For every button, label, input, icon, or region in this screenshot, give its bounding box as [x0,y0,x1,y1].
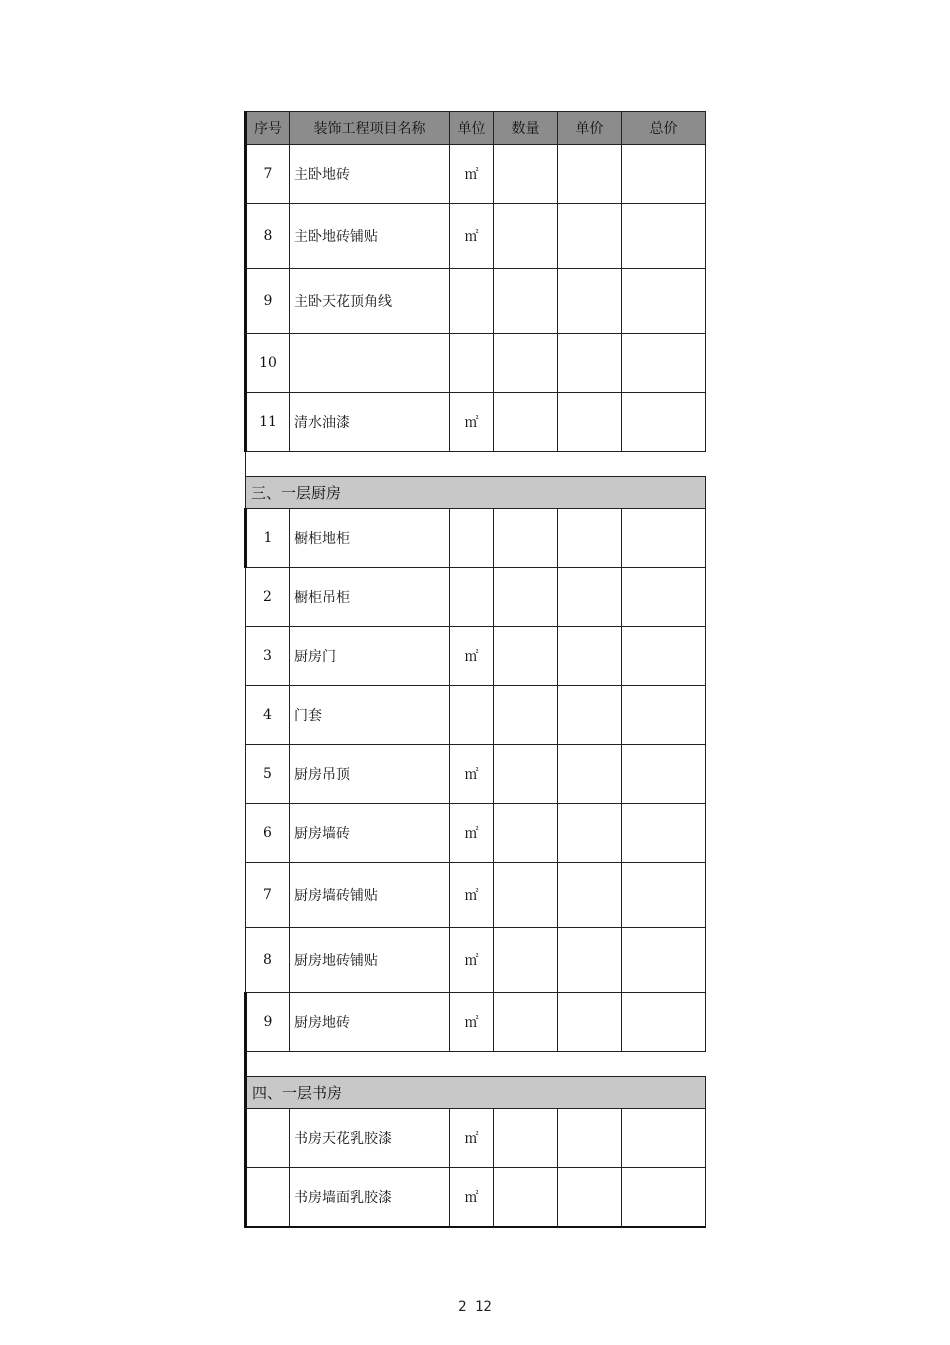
header-unit-price: 单价 [558,112,622,145]
row-total [622,509,706,568]
table-row [246,145,706,204]
page-footer: 2 12 [458,1299,492,1315]
row-total [622,204,706,269]
row-quantity [494,804,558,863]
table-row [246,1168,706,1228]
row-unit-price [558,568,622,627]
row-name: 橱柜吊柜 [290,568,450,627]
table-row [246,269,706,334]
row-quantity [494,204,558,269]
row-quantity [494,863,558,928]
row-total [622,863,706,928]
row-quantity [494,334,558,393]
section-row [246,477,706,509]
row-total [622,993,706,1052]
table-row [246,393,706,452]
row-quantity [494,686,558,745]
row-quantity [494,145,558,204]
row-name: 厨房吊顶 [290,745,450,804]
table-row [246,627,706,686]
header-unit: 单位 [450,112,494,145]
row-name: 主卧天花顶角线 [290,269,450,334]
blank-row [246,452,706,477]
row-total [622,1168,706,1228]
section-row [246,1077,706,1109]
table-row [246,686,706,745]
row-total [622,627,706,686]
table-row [246,509,706,568]
row-no: 11 [246,393,290,452]
section-title-kitchen: 三、一层厨房 [246,477,706,509]
row-total [622,804,706,863]
row-unit-price [558,863,622,928]
row-unit-price [558,928,622,993]
row-no: 3 [246,627,290,686]
row-unit [450,509,494,568]
row-unit-price [558,627,622,686]
row-no: 5 [246,745,290,804]
row-unit [450,269,494,334]
row-unit: ㎡ [450,1109,494,1168]
row-quantity [494,269,558,334]
row-unit-price [558,686,622,745]
row-total [622,334,706,393]
row-no: 7 [246,863,290,928]
row-unit: ㎡ [450,804,494,863]
quotation-table [244,111,706,1228]
row-name: 厨房门 [290,627,450,686]
table-row [246,745,706,804]
header-quantity: 数量 [494,112,558,145]
row-no: 1 [246,509,290,568]
row-no: 8 [246,928,290,993]
row-unit [450,568,494,627]
row-unit: ㎡ [450,145,494,204]
table-row [246,204,706,269]
row-name: 厨房墙砖 [290,804,450,863]
row-name: 主卧地砖 [290,145,450,204]
row-unit: ㎡ [450,745,494,804]
row-total [622,568,706,627]
row-no: 9 [246,269,290,334]
row-quantity [494,568,558,627]
row-name: 主卧地砖铺贴 [290,204,450,269]
row-total [622,145,706,204]
row-quantity [494,745,558,804]
row-name: 门套 [290,686,450,745]
section-title-study: 四、一层书房 [246,1077,706,1109]
row-quantity [494,1168,558,1228]
row-no: 6 [246,804,290,863]
table-row [246,804,706,863]
row-no [246,1168,290,1228]
row-quantity [494,627,558,686]
row-total [622,393,706,452]
row-quantity [494,993,558,1052]
row-unit-price [558,145,622,204]
row-name: 橱柜地柜 [290,509,450,568]
row-no: 2 [246,568,290,627]
row-name: 清水油漆 [290,393,450,452]
row-unit-price [558,1168,622,1228]
row-unit: ㎡ [450,993,494,1052]
row-unit-price [558,204,622,269]
row-unit-price [558,804,622,863]
table-header-row [246,112,706,145]
row-unit: ㎡ [450,393,494,452]
row-unit: ㎡ [450,627,494,686]
header-no: 序号 [246,112,290,145]
table-row [246,993,706,1052]
row-unit-price [558,745,622,804]
row-name: 书房墙面乳胶漆 [290,1168,450,1228]
row-unit [450,334,494,393]
row-quantity [494,928,558,993]
row-quantity [494,1109,558,1168]
row-unit-price [558,1109,622,1168]
row-unit: ㎡ [450,863,494,928]
row-total [622,928,706,993]
row-name: 书房天花乳胶漆 [290,1109,450,1168]
row-quantity [494,393,558,452]
row-unit-price [558,269,622,334]
row-unit [450,686,494,745]
row-total [622,745,706,804]
table-row [246,1109,706,1168]
table-row [246,334,706,393]
row-unit-price [558,509,622,568]
row-no: 9 [246,993,290,1052]
row-no: 4 [246,686,290,745]
header-total-price: 总价 [622,112,706,145]
row-name: 厨房墙砖铺贴 [290,863,450,928]
row-unit: ㎡ [450,204,494,269]
row-unit-price [558,334,622,393]
row-name: 厨房地砖 [290,993,450,1052]
table-row [246,568,706,627]
table-row [246,863,706,928]
header-item-name: 装饰工程项目名称 [290,112,450,145]
row-quantity [494,509,558,568]
row-total [622,269,706,334]
row-no [246,1109,290,1168]
table-row [246,928,706,993]
row-unit-price [558,393,622,452]
row-total [622,1109,706,1168]
row-no: 10 [246,334,290,393]
row-name: 厨房地砖铺贴 [290,928,450,993]
row-no: 8 [246,204,290,269]
row-total [622,686,706,745]
blank-row [246,1052,706,1077]
row-no: 7 [246,145,290,204]
row-name [290,334,450,393]
row-unit-price [558,993,622,1052]
row-unit: ㎡ [450,1168,494,1228]
row-unit: ㎡ [450,928,494,993]
